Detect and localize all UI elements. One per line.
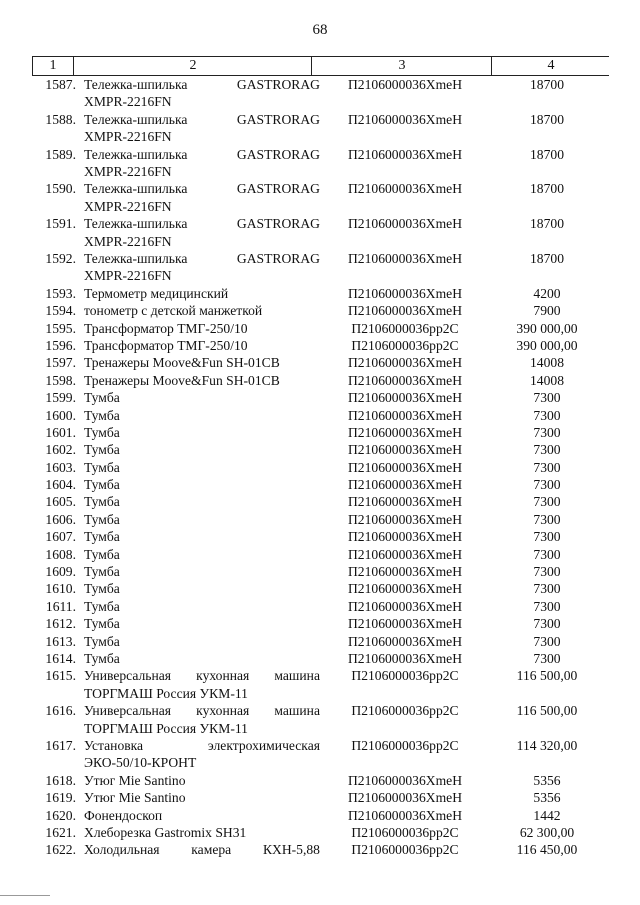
item-code: П2106000036ХmeН	[347, 285, 463, 301]
item-name	[84, 285, 320, 302]
item-code: П2106000036ХmeН	[347, 564, 463, 580]
item-value: 18700	[530, 181, 564, 197]
item-code: П2106000036рр2С	[351, 668, 459, 684]
table-row	[0, 354, 640, 371]
item-name	[84, 580, 320, 597]
item-name-part: Утюг Mie Santino	[84, 790, 186, 806]
row-number: 1620.	[45, 807, 76, 823]
item-value: 390 000,00	[516, 320, 578, 336]
item-code: П2106000036рр2С	[351, 737, 459, 753]
item-name-part: Утюг Mie Santino	[84, 772, 186, 788]
row-number: 1605.	[45, 494, 76, 510]
item-value: 18700	[530, 216, 564, 232]
item-name	[84, 250, 320, 285]
row-number: 1604.	[45, 477, 76, 493]
item-value: 18700	[530, 111, 564, 127]
item-value: 7300	[533, 650, 561, 666]
item-name	[84, 424, 320, 441]
row-number: 1608.	[45, 546, 76, 562]
item-name	[84, 302, 320, 319]
item-value: 7300	[533, 424, 561, 440]
table-row	[0, 633, 640, 650]
item-name	[84, 372, 320, 389]
item-code: П2106000036рр2С	[351, 824, 459, 840]
item-name-part: Тумба	[84, 459, 120, 475]
item-name-part: Тележка-шпилька	[84, 181, 188, 197]
table-row	[0, 302, 640, 319]
item-code: П2106000036ХmeН	[347, 181, 463, 197]
item-name-part: Тумба	[84, 407, 120, 423]
item-name-part: Тумба	[84, 564, 120, 580]
row-number: 1598.	[45, 372, 76, 388]
table-row	[0, 146, 640, 181]
item-name-part: Тренажеры Moove&Fun SH-01CB	[84, 355, 280, 371]
item-value: 7300	[533, 529, 561, 545]
item-name-part: Хлеборезка Gastromix SH31	[84, 824, 247, 840]
row-number: 1607.	[45, 529, 76, 545]
item-value: 7300	[533, 598, 561, 614]
item-value: 7300	[533, 442, 561, 458]
item-value: 7300	[533, 511, 561, 527]
table-row	[0, 389, 640, 406]
item-name	[84, 650, 320, 667]
item-name	[84, 320, 320, 337]
item-value: 18700	[530, 77, 564, 92]
row-number: 1616.	[45, 703, 76, 719]
table-row	[0, 737, 640, 772]
table-row	[0, 441, 640, 458]
item-code: П2106000036ХmeН	[347, 650, 463, 666]
item-name	[84, 824, 320, 841]
item-value: 7300	[533, 494, 561, 510]
item-name-part: Тумба	[84, 494, 120, 510]
item-name-part: Универсальная	[84, 668, 172, 684]
item-value: 114 320,00	[516, 737, 578, 753]
item-name-continuation: XMPR-2216FN	[84, 198, 172, 214]
item-code: П2106000036ХmeН	[347, 616, 463, 632]
item-name	[84, 772, 320, 789]
item-name-part: КХН-5,88	[262, 842, 320, 858]
row-number: 1612.	[45, 616, 76, 632]
table-row	[0, 615, 640, 632]
item-name	[84, 389, 320, 406]
table-row	[0, 372, 640, 389]
item-code: П2106000036рр2С	[351, 703, 459, 719]
column-header-2: 2	[73, 57, 312, 75]
footer-rule	[0, 895, 50, 896]
item-name	[84, 667, 320, 702]
row-number: 1601.	[45, 424, 76, 440]
item-value: 18700	[530, 146, 564, 162]
item-name-continuation: XMPR-2216FN	[84, 129, 172, 145]
table-row	[0, 337, 640, 354]
item-value: 7300	[533, 581, 561, 597]
item-value: 18700	[530, 250, 564, 266]
item-code: П2106000036ХmeН	[347, 303, 463, 319]
item-code: П2106000036ХmeН	[347, 424, 463, 440]
item-name	[84, 563, 320, 580]
item-name	[84, 841, 320, 858]
item-name	[84, 459, 320, 476]
item-code: П2106000036ХmeН	[347, 146, 463, 162]
item-name	[84, 354, 320, 371]
item-code: П2106000036ХmeН	[347, 111, 463, 127]
row-number: 1599.	[45, 390, 76, 406]
item-code: П2106000036ХmeН	[347, 772, 463, 788]
item-name-part: Тумба	[84, 511, 120, 527]
table-row	[0, 528, 640, 545]
item-code: П2106000036ХmeН	[347, 477, 463, 493]
table-row	[0, 180, 640, 215]
item-code: П2106000036ХmeН	[347, 216, 463, 232]
item-name	[84, 702, 320, 737]
item-name	[84, 180, 320, 215]
item-code: П2106000036рр2С	[351, 320, 459, 336]
column-header-4: 4	[491, 57, 610, 75]
item-code: П2106000036ХmeН	[347, 250, 463, 266]
item-name-continuation: XMPR-2216FN	[84, 164, 172, 179]
table-row	[0, 511, 640, 528]
row-number: 1615.	[45, 668, 76, 684]
item-name-part: Тумба	[84, 442, 120, 458]
item-code: П2106000036ХmeН	[347, 459, 463, 475]
row-number: 1614.	[45, 650, 76, 666]
table-row	[0, 580, 640, 597]
item-code: П2106000036ХmeН	[347, 581, 463, 597]
row-number: 1622.	[45, 842, 76, 858]
table-row	[0, 772, 640, 789]
item-name	[84, 337, 320, 354]
item-code: П2106000036ХmeН	[347, 494, 463, 510]
item-name-part: Тумба	[84, 477, 120, 493]
row-number: 1597.	[45, 355, 76, 371]
item-name-part: Тумба	[84, 529, 120, 545]
item-name	[84, 546, 320, 563]
item-name-part: Тележка-шпилька	[84, 216, 188, 232]
row-number: 1619.	[45, 790, 76, 806]
item-name-part: Тренажеры Moove&Fun SH-01CB	[84, 372, 280, 388]
item-name-part: GASTRORAG	[236, 250, 320, 266]
row-number: 1603.	[45, 459, 76, 475]
item-value: 7900	[533, 303, 561, 319]
item-name-continuation: ЭКО-50/10-КРОНТ	[84, 755, 197, 771]
table-row	[0, 459, 640, 476]
row-number: 1590.	[45, 181, 76, 197]
item-name-part: Тумба	[84, 650, 120, 666]
item-name-part: Тумба	[84, 598, 120, 614]
item-name-continuation: XMPR-2216FN	[84, 94, 172, 110]
item-name-part: кухонная	[196, 668, 250, 684]
table-row	[0, 215, 640, 250]
item-name	[84, 407, 320, 424]
item-name-part: Трансформатор ТМГ-250/10	[84, 337, 248, 353]
item-name-part: Тумба	[84, 581, 120, 597]
item-name-part: Тумба	[84, 633, 120, 649]
table-row	[0, 546, 640, 563]
table-row	[0, 320, 640, 337]
row-number: 1593.	[45, 285, 76, 301]
item-name-part: кухонная	[196, 703, 250, 719]
item-value: 14008	[530, 372, 564, 388]
item-name-part: Универсальная	[84, 703, 172, 719]
item-value: 7300	[533, 477, 561, 493]
item-name	[84, 789, 320, 806]
item-name-part: электрохимическая	[207, 737, 320, 753]
item-name	[84, 76, 320, 111]
row-number: 1592.	[45, 250, 76, 266]
item-name-continuation: ТОРГМАШ Россия УКМ-11	[84, 685, 248, 701]
item-name-part: Холодильная	[84, 842, 160, 858]
item-value: 7300	[533, 564, 561, 580]
item-value: 5356	[533, 790, 561, 806]
table-row	[0, 598, 640, 615]
row-number: 1587.	[45, 77, 76, 92]
item-name-part: GASTRORAG	[236, 77, 320, 92]
item-name	[84, 528, 320, 545]
row-number: 1596.	[45, 337, 76, 353]
table-row	[0, 476, 640, 493]
row-number: 1609.	[45, 564, 76, 580]
item-name	[84, 111, 320, 146]
page-number: 68	[312, 22, 328, 38]
table-row	[0, 807, 640, 824]
item-code: П2106000036ХmeН	[347, 633, 463, 649]
item-name-part: тонометр с детской манжеткой	[84, 303, 263, 319]
row-number: 1600.	[45, 407, 76, 423]
item-value: 116 500,00	[516, 703, 578, 719]
item-code: П2106000036ХmeН	[347, 511, 463, 527]
row-number: 1610.	[45, 581, 76, 597]
table-header	[32, 56, 609, 76]
item-name	[84, 441, 320, 458]
item-value: 14008	[530, 355, 564, 371]
item-code: П2106000036ХmeН	[347, 529, 463, 545]
item-name-part: GASTRORAG	[236, 216, 320, 232]
item-name-part: камера	[191, 842, 232, 858]
item-name-part: Тележка-шпилька	[84, 77, 188, 92]
item-value: 390 000,00	[516, 337, 578, 353]
row-number: 1589.	[45, 146, 76, 162]
item-value: 7300	[533, 390, 561, 406]
item-value: 1442	[533, 807, 561, 823]
table-row	[0, 76, 640, 111]
row-number: 1613.	[45, 633, 76, 649]
row-number: 1617.	[45, 737, 76, 753]
item-name-part: Тележка-шпилька	[84, 250, 188, 266]
item-name-part: Термометр медицинский	[84, 285, 229, 301]
row-number: 1591.	[45, 216, 76, 232]
item-name-part: Тумба	[84, 546, 120, 562]
item-code: П2106000036ХmeН	[347, 442, 463, 458]
item-name-part: Фонендоскоп	[84, 807, 163, 823]
item-code: П2106000036ХmeН	[347, 77, 463, 92]
row-number: 1595.	[45, 320, 76, 336]
table-row	[0, 667, 640, 702]
item-name-part: GASTRORAG	[236, 111, 320, 127]
item-value: 4200	[533, 285, 561, 301]
table-body	[0, 76, 640, 859]
item-value: 7300	[533, 546, 561, 562]
item-name	[84, 615, 320, 632]
item-name	[84, 598, 320, 615]
item-code: П2106000036рр2С	[351, 842, 459, 858]
item-name-part: Установка	[84, 737, 144, 753]
item-value: 62 300,00	[519, 824, 575, 840]
item-name	[84, 737, 320, 772]
item-name-part: Тумба	[84, 424, 120, 440]
item-code: П2106000036ХmeН	[347, 807, 463, 823]
table-row	[0, 824, 640, 841]
row-number: 1618.	[45, 772, 76, 788]
item-name-part: Тумба	[84, 616, 120, 632]
row-number: 1602.	[45, 442, 76, 458]
item-code: П2106000036ХmeН	[347, 390, 463, 406]
item-name-part: Тележка-шпилька	[84, 111, 188, 127]
item-value: 7300	[533, 616, 561, 632]
table-row	[0, 493, 640, 510]
row-number: 1594.	[45, 303, 76, 319]
table-row	[0, 841, 640, 858]
item-name-continuation: XMPR-2216FN	[84, 233, 172, 249]
column-header-3: 3	[311, 57, 492, 75]
table-row	[0, 250, 640, 285]
item-code: П2106000036рр2С	[351, 337, 459, 353]
item-name	[84, 476, 320, 493]
column-header-1: 1	[49, 58, 57, 73]
item-value: 7300	[533, 459, 561, 475]
item-name-part: GASTRORAG	[236, 181, 320, 197]
item-name-continuation: ТОРГМАШ Россия УКМ-11	[84, 720, 248, 736]
item-value: 116 500,00	[516, 668, 578, 684]
item-value: 7300	[533, 407, 561, 423]
row-number: 1606.	[45, 511, 76, 527]
table-row	[0, 789, 640, 806]
item-name	[84, 146, 320, 181]
item-value: 5356	[533, 772, 561, 788]
table-row	[0, 285, 640, 302]
table-row	[0, 424, 640, 441]
item-name	[84, 633, 320, 650]
row-number: 1588.	[45, 111, 76, 127]
item-code: П2106000036ХmeН	[347, 598, 463, 614]
item-name	[84, 215, 320, 250]
item-name	[84, 511, 320, 528]
table-row	[0, 407, 640, 424]
item-value: 116 450,00	[516, 842, 578, 858]
table-row	[0, 702, 640, 737]
item-name-continuation: XMPR-2216FN	[84, 268, 172, 284]
item-name-part: Тележка-шпилька	[84, 146, 188, 162]
item-value: 7300	[533, 633, 561, 649]
item-code: П2106000036ХmeН	[347, 372, 463, 388]
item-name-part: GASTRORAG	[236, 146, 320, 162]
row-number: 1611.	[45, 598, 76, 614]
row-number: 1621.	[45, 824, 76, 840]
item-name-part: Трансформатор ТМГ-250/10	[84, 320, 248, 336]
item-code: П2106000036ХmeН	[347, 546, 463, 562]
item-name-part: Тумба	[84, 390, 120, 406]
table-row	[0, 650, 640, 667]
table-row	[0, 563, 640, 580]
item-name	[84, 493, 320, 510]
item-name	[84, 807, 320, 824]
table-row	[0, 111, 640, 146]
item-code: П2106000036ХmeН	[347, 790, 463, 806]
item-code: П2106000036ХmeН	[347, 407, 463, 423]
item-code: П2106000036ХmeН	[347, 355, 463, 371]
item-name-part: машина	[274, 668, 320, 684]
item-name-part: машина	[274, 703, 320, 719]
